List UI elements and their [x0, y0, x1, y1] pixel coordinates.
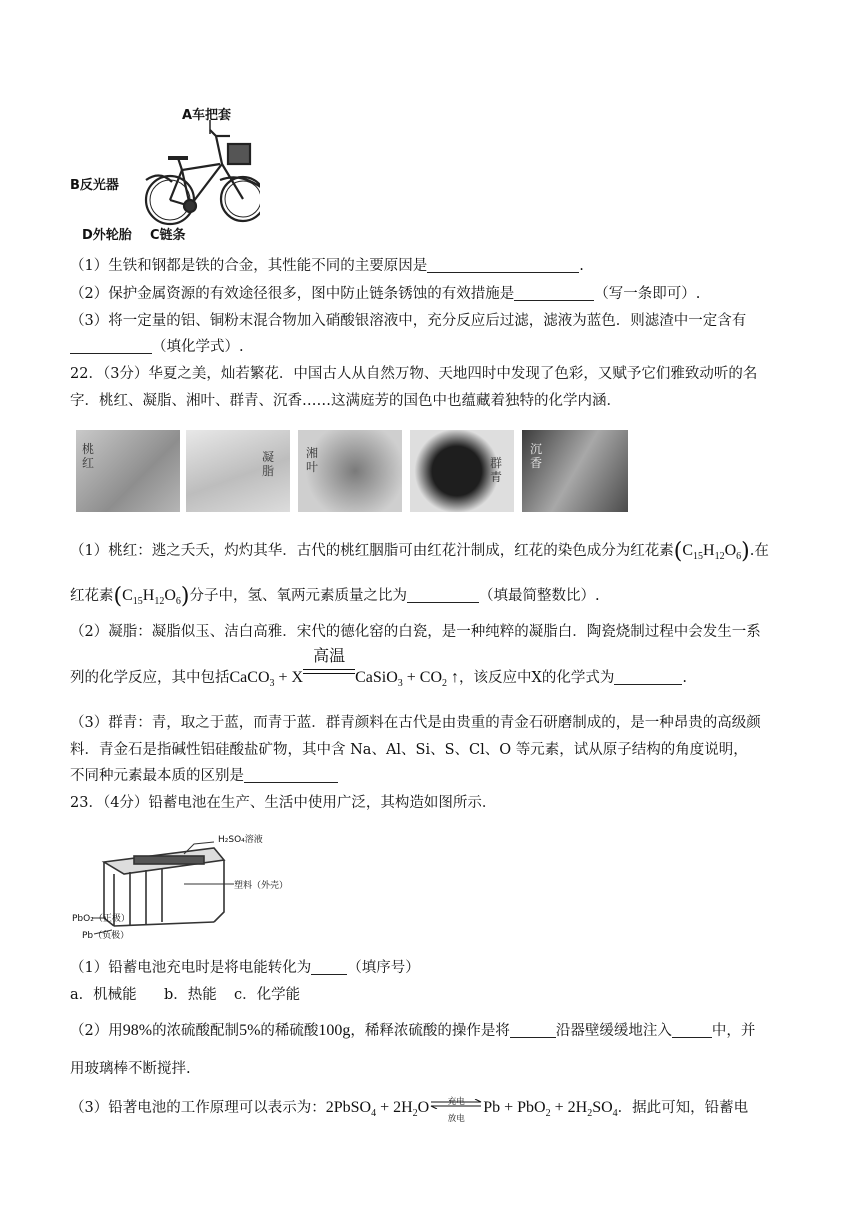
q22-intro-line1: 22．（3分）华夏之美，灿若繁花．中国古人从自然万物、天地四时中发现了色彩，又赋予它们雅致动听的名	[70, 366, 758, 382]
photo-label-qunqing: 群青	[490, 456, 503, 484]
formula-c15h12o6-2: $(C_{15}H_{12}O_6)$	[113, 584, 190, 609]
q22-part3-line1: （3）群青：青，取之于蓝，而青于蓝．群青颜料在古代是由贵重的青金石研磨制成的，是一种昂贵的高级颜	[70, 715, 761, 731]
q23-part1: （1）铅蓄电池充电时是将电能转化为 （填序号）	[70, 960, 420, 976]
equation-lead-acid: 2PbSO$_4$ + $2H_2O$ 充电 放电 $Pb + PbO_2 + 2H_2SO_4$	[325, 1096, 618, 1123]
q23-part2-line1: （2）用98%的浓硫酸配制5%的稀硫酸100g，稀释浓硫酸的操作是将 沿器壁缓缓地注入 中，并	[70, 1022, 756, 1039]
q22-photo-strip	[76, 430, 628, 512]
q22-part1-line2: 红花素$(C_{15}H_{12}O_6)$分子中，氢、氧两元素质量之比为 （填最简整数比）.	[70, 584, 600, 609]
q23-part2-line2: 用玻璃棒不断搅拌.	[70, 1061, 191, 1077]
bike-label-d: D外轮胎	[82, 228, 132, 243]
q23-blank3	[672, 1021, 712, 1038]
reversible-arrow: 充电 放电	[429, 1096, 483, 1112]
q23-blank2	[510, 1021, 556, 1038]
q22-part2-line2: 列的化学反应，其中包括CaCO$_3$ + X 高温 CaSiO$_3$ + $CO_2$ ↑，该反应中X的化学式为 .	[70, 648, 687, 689]
q22-intro-line2: 字．桃红、凝脂、湘叶、群青、沉香……这满庭芳的国色中也蕴藏着独特的化学内涵．	[70, 393, 621, 409]
option-c: c．化学能	[234, 987, 301, 1003]
q23-part3: （3）铅著电池的工作原理可以表示为：2PbSO$_4$ + $2H_2O$ 充电 放电 $Pb + PbO_2 + 2H_2SO_4$．据此可知，铅蓄电	[70, 1096, 749, 1123]
q22-blank3	[244, 766, 338, 783]
bike-label-b: B反光器	[70, 178, 119, 193]
battery-label-pbo2: PbO₂（正极）	[72, 914, 130, 924]
q21-blank1	[427, 256, 579, 273]
equation-caco3: CaCO$_3$ + X 高温 CaSiO$_3$ + $CO_2$ ↑	[229, 648, 459, 689]
q21-blank2	[514, 284, 594, 301]
bicycle-figure	[70, 100, 260, 260]
option-a: a．机械能	[70, 987, 137, 1003]
q21-blank3	[70, 337, 152, 354]
q21-part3-cont: （填化学式）.	[70, 336, 244, 358]
bike-label-c: C链条	[150, 228, 186, 243]
q21-part2: （2）保护金属资源的有效途径很多，图中防止链条锈蚀的有效措施是 （写一条即可）.	[70, 286, 701, 302]
formula-c15h12o6: $(C_{15}H_{12}O_6)$	[673, 539, 750, 564]
bike-label-a: A车把套	[182, 108, 232, 123]
q21-part3: （3）将一定量的铝、铜粉末混合物加入硝酸银溶液中，充分反应后过滤，滤液为蓝色．则滤渣中一定含有	[70, 313, 747, 329]
q22-part3-line2: 料．青金石是指碱性铝硅酸盐矿物，其中含 Na、Al、Si、S、Cl、O 等元素，试从原子结构的角度说明，	[70, 742, 748, 758]
photo-label-xiangye: 湘叶	[306, 446, 319, 474]
photo-label-chenxiang: 沉香	[530, 442, 543, 470]
q23-intro: 23．（4分）铅蓄电池在生产、生活中使用广泛，其构造如图所示．	[70, 795, 497, 811]
photo-label-taohong: 桃红	[82, 442, 95, 470]
condition-high-temp: 高温	[303, 666, 355, 680]
battery-figure	[72, 826, 334, 948]
battery-label-shell: 塑料（外壳）	[234, 881, 289, 891]
battery-label-pb: Pb（负极）	[82, 931, 130, 941]
option-b: b．热能	[164, 987, 217, 1003]
q22-blank1	[407, 586, 479, 603]
q23-options	[70, 984, 300, 1006]
battery-label-acid: H₂SO₄溶液	[218, 835, 263, 845]
photo-label-ningzhi: 凝脂	[262, 450, 275, 478]
q21-part1: （1）生铁和钢都是铁的合金，其性能不同的主要原因是 .	[70, 258, 584, 274]
q22-part2-line1: （2）凝脂：凝脂似玉、洁白高雅．宋代的德化窑的白瓷，是一种纯粹的凝脂白．陶瓷烧制过程中会发生一系	[70, 624, 761, 640]
q22-blank2	[614, 668, 682, 685]
q23-blank1	[311, 958, 347, 975]
q22-part3-line3: 不同种元素最本质的区别是	[70, 765, 338, 787]
q22-part1-line1: （1）桃红：逃之夭夭，灼灼其华．古代的桃红胭脂可由红花汁制成，红花的染色成分为红花素$(C_{15}H_{12}O_6)$.在	[70, 539, 769, 564]
